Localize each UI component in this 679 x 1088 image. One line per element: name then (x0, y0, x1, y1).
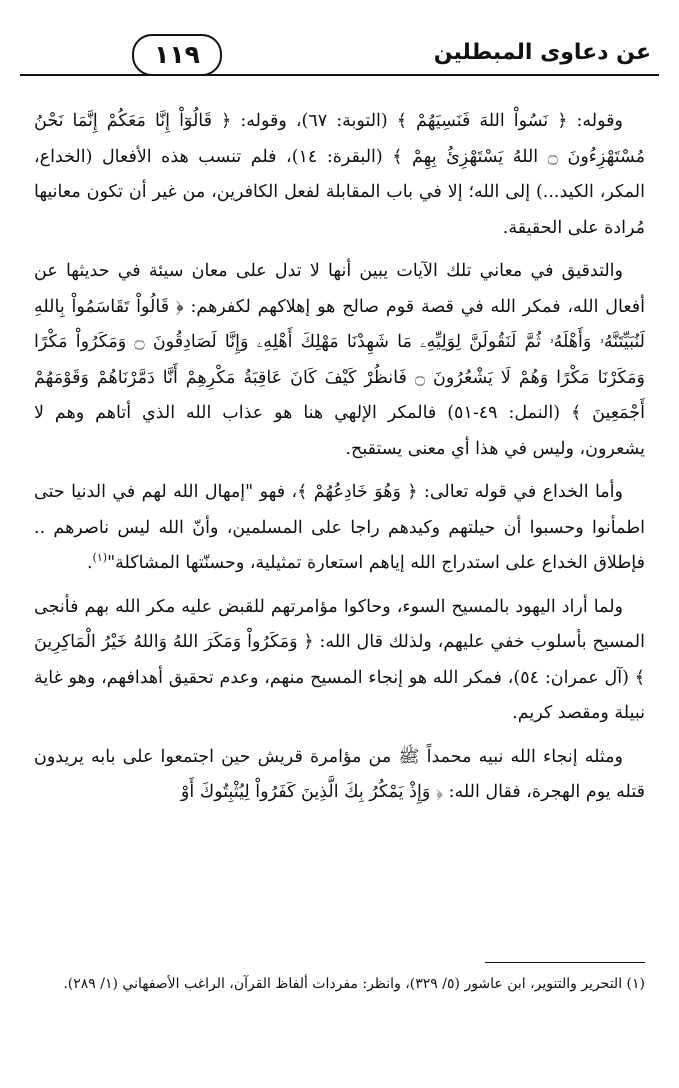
paragraph-2: والتدقيق في معاني تلك الآيات يبين أنها لا تدل على معان سيئة في حديثها عن أفعال الله، فمكر الله في قصة قوم صالح هو إهلاكهم لكفرهم: ﴿ قَالُواْ تَقَاسَمُواْ بِاللهِ لَنُبَيِّتَنَّهُۥ وَأَهْلَهُۥ ثُمَّ لَنَقُولَنَّ لِوَلِيِّهِۦ مَا شَهِدْنَا مَهْلِكَ أَهْلِهِۦ وَإِنَّا لَصَادِقُونَ ۝ وَمَكَرُواْ مَكْرًا وَمَكَرْنَا مَكْرًا وَهُمْ لَا يَشْعُرُونَ ۝ فَانظُرْ كَيْفَ كَانَ عَاقِبَةُ مَكْرِهِمْ أَنَّا دَمَّرْنَاهُمْ وَقَوْمَهُمْ أَجْمَعِينَ ﴾ (النمل: ٤٩-٥١) فالمكر الإلهي هنا هو عذاب الله الذي أتاهم وهم لا يشعرون، وليس في هذا أي معنى يستقبح. (34, 261, 645, 459)
paragraph-4: ولما أراد اليهود بالمسيح السوء، وحاكوا مؤامرتهم للقبض عليه مكر الله بهم فأنجى المسيح بأسلوب خفي عليهم، ولذلك قال الله: ﴿ وَمَكَرُواْ وَمَكَرَ اللهُ وَاللهُ خَيْرُ الْمَاكِرِينَ ﴾ (آل عمران: ٥٤)، فمكر الله هو إنجاء المسيح منهم، وعدم تحقيق أهدافهم، وهو غاية نبيلة ومقصد كريم. (34, 596, 646, 723)
paragraph-1: وقوله: ﴿ نَسُواْ اللهَ فَنَسِيَهُمْ ﴾ (التوبة: ٦٧)، وقوله: ﴿ قَالُوٓاْ إِنَّا مَعَكُمْ إِنَّمَا نَحْنُ مُسْتَهْزِءُونَ ۝ اللهُ يَسْتَهْزِئُ بِهِمْ ﴾ (البقرة: ١٤)، فلم تنسب هذه الأفعال (الخداع، المكر، الكيد...) إلى الله؛ إلا في باب المقابلة لفعل الكافرين، من غير أن تكون معانيها مُرادة على الحقيقة. (34, 111, 645, 238)
page-header (20, 30, 659, 86)
paragraph-3: وأما الخداع في قوله تعالى: ﴿ وَهُوَ خَادِعُهُمْ ﴾، فهو "إمهال الله لهم في الدنيا حتى اطمأنوا وحسبوا أن حيلتهم وكيدهم راجا على المسلمين، وأنّ الله ليس ناصرهم .. فإطلاق الخداع على استدراج الله إياهم استعارة تمثيلية، وحسنّتها المشاكلة"$^{(١)}$. (34, 482, 645, 573)
header-rule (20, 74, 659, 76)
main-text (34, 104, 645, 819)
paragraph-5: ومثله إنجاء الله نبيه محمداً ﷺ من مؤامرة قريش حين اجتمعوا على بابه يريدون قتله يوم الهجرة، فقال الله: ﴿ وَإِذْ يَمْكُرُ بِكَ الَّذِينَ كَفَرُواْ لِيُثْبِتُوكَ أَوْ (34, 746, 645, 802)
running-title: عن دعاوى المبطلين (433, 40, 651, 65)
paragraph-3-text: وأما الخداع في قوله تعالى: ﴿ وَهُوَ خَادِعُهُمْ ﴾، فهو "إمهال الله لهم في الدنيا حتى اطمأنوا وحسبوا أن حيلتهم وكيدهم راجا على المسلمين، وأنّ الله ليس ناصرهم .. فإطلاق الخداع على استدراج الله إياهم استعارة تمثيلية، وحسنّتها المشاكلة" (34, 482, 645, 573)
footnote-reference[interactable]: (١) (92, 551, 108, 565)
page-number-badge: ١١٩ (132, 34, 222, 76)
footnote-separator (485, 962, 645, 963)
footnote: (١) التحرير والتنوير، ابن عاشور (٥/ ٣٢٩)، وانظر: مفردات ألفاظ القرآن، الراغب الأصفهاني (١/ ٢٨٩). (63, 976, 645, 992)
